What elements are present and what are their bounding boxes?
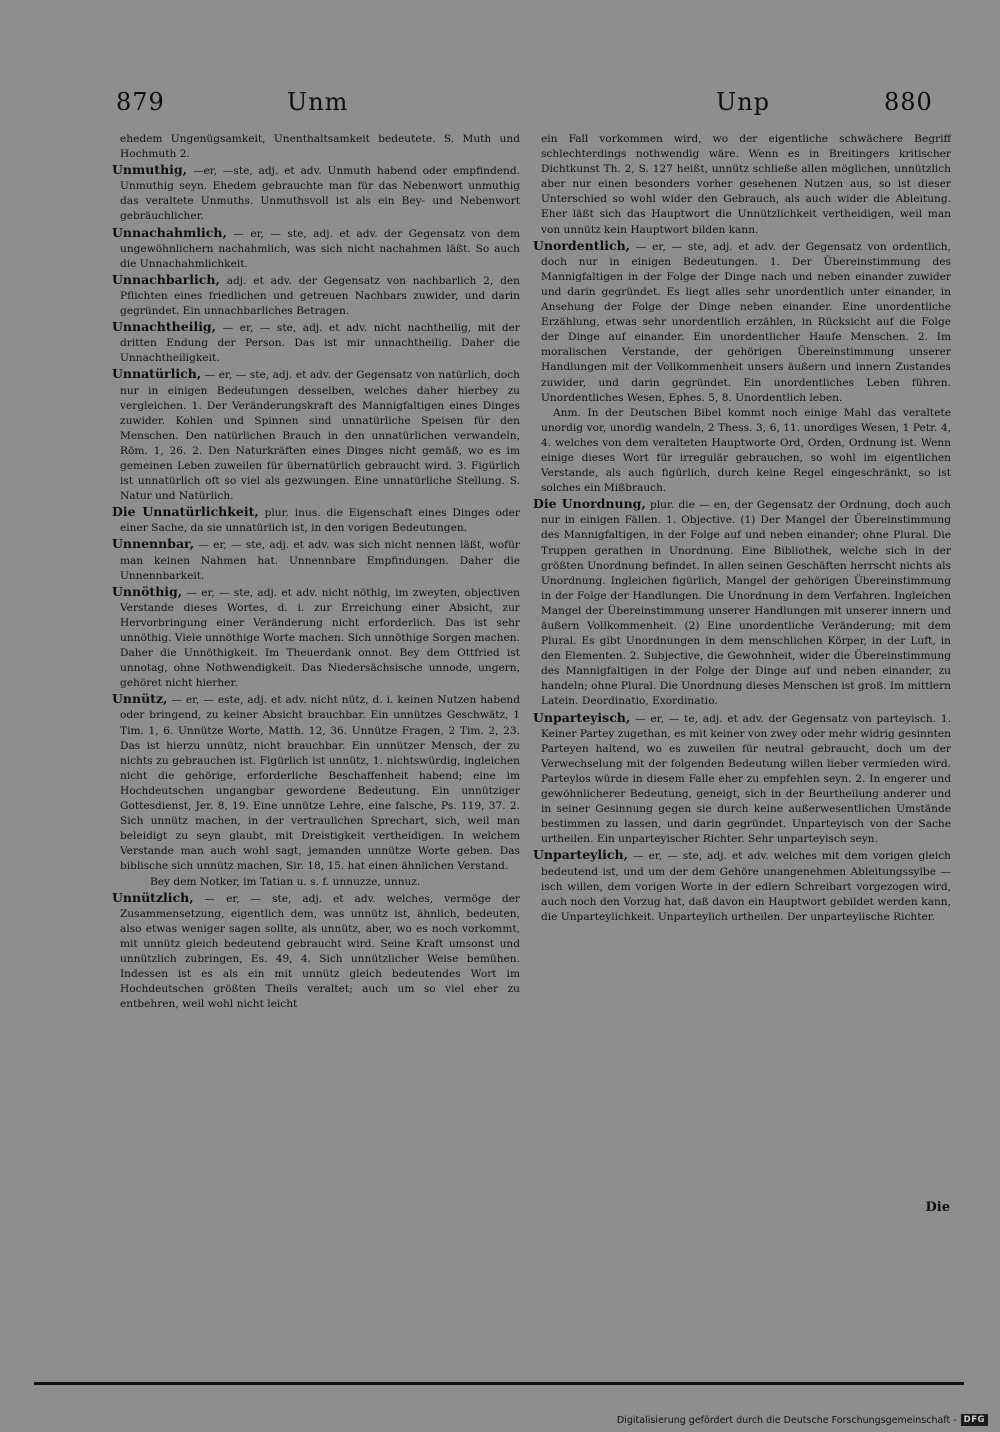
page-number-right: 880 (884, 88, 933, 116)
right-column (533, 132, 951, 925)
dictionary-entry (112, 225, 520, 272)
headword: Unnütz, (112, 691, 168, 707)
entry-text: ehedem Ungenügsamkeit, Unenthaltsamkeit bedeutete. S. Muth und Hochmuth 2. (120, 133, 520, 161)
footer-text: Digitalisierung gefördert durch die Deutsche Forschungsgemeinschaft - (616, 1414, 957, 1426)
entry-text: — er, — ste, adj. et adv. nicht nöthig, im zweyten, objectiven Verstande dieses Wortes, d. i. zur Erreichung einer Absicht, zur Hervorbringung einer Veränderung nicht erforderlich. Das ist sehr unnöthig. Viele unnöthige Worte machen. Sich unnöthige Sorgen machen. Daher die Unnöthigkeit. Im Theuerdank onnot. Bey dem Ottfried ist unnotag, ohne Nothwendigkeit. Das Niedersächsische unnode, ungern, gehöret nicht hierher. (120, 586, 520, 690)
catchword: Die (925, 1200, 950, 1215)
dictionary-entry (112, 890, 520, 1013)
entry-paragraph (112, 132, 520, 162)
entry-text: — er, — este, adj. et adv. nicht nütz, d. i. keinen Nutzen habend oder bringend, zu keiner Absicht brauchbar. Ein unnützes Geschwätz, 1 Tim. 1, 6. Unnütze Worte, Matth. 12, 36. Unnütze Fragen, 2 Tim. 2, 23. Das ist hierzu unnütz, nicht brauchbar. Ein unnützer Mensch, der zu nichts zu gebrauchen ist. Figürlich ist unnütz, 1. nichtswürdig, ingleichen nicht die gehörige, erforderliche Beschaffenheit habend; eine im Hochdeutschen ungangbar gewordene Bedeutung. Ein unnütziger Gottesdienst, Jer. 8, 19. Eine unnütze Lehre, eine falsche, Ps. 119, 37. 2. Sich unnütz machen, in der vertraulichen Sprechart, sich, weil man beleidigt zu seyn glaubt, mit Dreistigkeit vertheidigen. In welchem Verstande man auch wohl sagt, jemanden unnütze Worte geben. Das biblische sich unnütz machen, Sir. 18, 15. hat einen ähnlichen Verstand. (120, 694, 520, 873)
entry-text: adj. et adv. der Gegensatz von nachbarlich 2, den Pflichten eines friedlichen und getreuen Nachbars zuwider, und darin gegründet. Ein unnachbarliches Betragen. (120, 274, 520, 318)
headword: Unordentlich, (533, 237, 631, 253)
entry-text: Anm. In der Deutschen Bibel kommt noch einige Mahl das veraltete unordig vor, unordig wandeln, 2 Thess. 3, 6, 11. unordiges Wesen, 1 Petr. 4, 4. welches von dem veralteten Hauptworte Ord, Orden, Ordnung ist. Wenn einige dieses Wort für irregulär gebrauchen, so wohl im eigentlichen Verstande, als auch figürlich, durch keine Regel eingeschränkt, so ist solches ein Mißbrauch. (541, 406, 951, 495)
headword: Unnöthig, (112, 583, 183, 599)
headword: Unnachahmlich, (112, 224, 227, 240)
headword: Die Unordnung, (533, 496, 646, 512)
dictionary-entry (112, 272, 520, 319)
entry-text: — er, — ste, adj. et adv. der Gegensatz von dem ungewöhnlichern nachahmlich, was sich nicht nachahmen läßt. So auch die Unnachahmlichkeit. (120, 227, 520, 270)
dfg-logo: DFG (961, 1414, 988, 1426)
entry-text: — er, — ste, adj. et adv. der Gegensatz von natürlich, doch nur in einigen Bedeutungen desselben, welches daher hierbey zu vergleichen. 1. Der Veränderungskraft des Mannigfaltigen eines Dinges zuwider. Kohlen und Spinnen sind unnatürliche Speisen für den Menschen. Den natürlichen Brauch in den unnatürlichen verwandeln, Röm. 1, 26. 2. Den Naturkräften eines Dinges nicht gemäß, wo es im gemeinen Leben zuweilen für übernatürlich gebraucht wird. 3. Figürlich ist unnatürlich oft so viel als gezwungen. Eine unnatürliche Stellung. S. Natur und Natürlich. (120, 369, 520, 503)
bottom-rule (34, 1382, 964, 1385)
dictionary-entry (533, 238, 951, 406)
entry-text: plur. die — en, der Gegensatz der Ordnung, doch auch nur in einigen Fällen. 1. Objective. (1) Der Mangel der Übereinstimmung des Mannigfaltigen, in der Folge auf und neben einander; ohne Plural. Die Truppen gerathen in Unordnung. Eine Bibliothek, welche sich in der größten Unordnung befindet. In allen seinen Geschäften herrscht nichts als Unordnung. Ingleichen figürlich, Mangel der gehörigen Übereinstimmung in der Folge der Handlungen. Die Unordnung in dem Verfahren. Ingleichen Mangel der Übereinstimmung unserer Handlungen mit unserer innern und äußern Vollkommenheit. (2) Eine unordentliche Veränderung; mit dem Plural. Es gibt Unordnungen in dem menschlichen Körper, in der Luft, in den Elementen. 2. Subjective, die Gewohnheit, wider die Übereinstimmung des Mannigfaltigen in der Folge der Dinge auf und neben einander, zu handeln; ohne Plural. Die Unordnung dieses Menschen ist groß. Im mittlern Latein. Deordinatio, Exordinatio. (541, 499, 951, 708)
dictionary-entry (112, 584, 520, 692)
entry-text: ein Fall vorkommen wird, wo der eigentliche schwächere Begriff schlechterdings nothwendig wäre. Wenn es in Breitingers kritischer Dichtkunst Th. 2, S. 127 heißt, unnütz schließe allen möglichen, unnützlich aber nur einen besonders vorher gesehenen Nutzen aus, so ist dieser Unterschied so wohl wider den Gebrauch, als auch wider die Ableitung. Eher läßt sich das Hauptwort die Unnützlichkeit vertheidigen, weil man von unnütz kein Hauptwort bilden kann. (541, 133, 951, 236)
left-column (112, 132, 520, 1012)
dictionary-entry (112, 504, 520, 536)
headword: Unparteylich, (533, 847, 628, 863)
entry-text: — er, — ste, adj. et adv. der Gegensatz von ordentlich, doch nur in einigen Bedeutungen. 1. Der Übereinstimmung des Mannigfaltigen in der Folge der Dinge nach und neben einander zuwider und darin gegründet. Es liegt alles sehr unordentlich unter einander, in Ansehung der Folge der Dinge neben einander. Eine unordentliche Erzählung, etwas sehr unordentlich erzählen, in Rücksicht auf die Folge der Dinge auf einander. Ein unordentlicher Haufe Menschen. 2. Im moralischen Verstande, der gehörigen Übereinstimmung unserer Handlungen mit der Vollkommenheit unsers äußern und innern Zustandes zuwider, und darin gegründet. Ein unordentliches Leben führen. Unordentliches Wesen, Ephes. 5, 8. Unordentlich leben. (541, 240, 951, 404)
entry-paragraph (533, 406, 951, 497)
entry-text: — er, — ste, adj. et adv. was sich nicht nennen läßt, wofür man keinen Nahmen hat. Unnennbare Empfindungen. Daher die Unnennbarkeit. (120, 539, 520, 582)
dictionary-entry (533, 496, 951, 709)
entry-paragraph (112, 875, 520, 890)
entry-text: — er, — ste, adj. et adv. welches mit dem vorigen gleich bedeutend ist, und um der dem Gehöre unangenehmen Ableitungssylbe — isch willen, dem vorigen Worte in der edlern Schreibart vorgezogen wird, auch noch den Vorzug hat, daß davon ein Hauptwort gebildet werden kann, die Unparteylichkeit. Unparteylich urtheilen. Der unparteylische Richter. (541, 850, 951, 923)
headword: Unnachbarlich, (112, 271, 220, 287)
headword: Unnachtheilig, (112, 319, 217, 335)
entry-text: — er, — ste, adj. et adv. nicht nachtheilig, mit der dritten Endung der Person. Das ist mir unnachtheilig. Daher die Unnachtheiligkeit. (120, 322, 520, 365)
entry-paragraph (533, 132, 951, 238)
running-head-left: Unm (287, 88, 349, 116)
headword: Unparteyisch, (533, 709, 631, 725)
headword: Unnatürlich, (112, 366, 202, 382)
headword: Die Unnatürlichkeit, (112, 504, 259, 520)
entry-text: Bey dem Notker, im Tatian u. s. f. unnuzze, unnuz. (150, 875, 421, 888)
headword: Unmuthig, (112, 162, 188, 178)
headword: Unnennbar, (112, 536, 195, 552)
entry-text: plur. inus. die Eigenschaft eines Dinges oder einer Sache, da sie unnatürlich ist, in den vorigen Bedeutungen. (120, 507, 520, 535)
dictionary-entry (112, 536, 520, 583)
dictionary-entry (533, 847, 951, 924)
dictionary-entry (112, 162, 520, 224)
entry-text: — er, — ste, adj. et adv. welches, vermöge der Zusammensetzung, eigentlich dem, was unnütz ist, ähnlich, bedeuten, also etwas weniger sagen sollte, als unnütz, aber, wo es noch vorkommt, mit unnütz gleich bedeutend gebraucht wird. Seine Kraft umsonst und unnützlich zubringen, Es. 49, 4. Sich unnützlicher Weise bemühen. Indessen ist es als ein mit unnütz gleich bedeutendes Wort im Hochdeutschen größten Theils veraltet; auch um so viel eher zu entbehren, weil wohl nicht leicht (120, 892, 520, 1011)
running-head-right: Unp (716, 88, 771, 116)
footer (617, 1414, 988, 1426)
headword: Unnützlich, (112, 889, 194, 905)
dictionary-entry (112, 691, 520, 874)
page-number-left: 879 (116, 88, 165, 116)
dictionary-entry (533, 710, 951, 848)
entry-text: —er, —ste, adj. et adv. Unmuth habend oder empfindend. Unmuthig seyn. Ehedem gebrauchte man für das Nebenwort unmuthig das veraltete Unmuths. Unmuthsvoll ist als ein Bey- und Nebenwort gebräuchlicher. (120, 165, 520, 223)
entry-text: — er, — te, adj. et adv. der Gegensatz von parteyisch. 1. Keiner Partey zugethan, es mit keiner von zwey oder mehr widrig gesinnten Parteyen haltend, wo es zuweilen für neutral gebraucht, doch um der Verwechselung mit der folgenden Bedeutung willen lieber vermieden wird. Parteylos würde in diesem Falle eher zu empfehlen seyn. 2. In engerer und gewöhnlicherer Bedeutung, geneigt, sich in der Beurtheilung anderer und in seiner Gesinnung gegen sie durch keine außerwesentlichen Umstände bestimmen zu lassen, und darin gegründet. Unparteyisch von der Sache urtheilen. Ein unparteyischer Richter. Sehr unparteyisch seyn. (541, 712, 951, 846)
dictionary-entry (112, 319, 520, 366)
dictionary-entry (112, 366, 520, 504)
